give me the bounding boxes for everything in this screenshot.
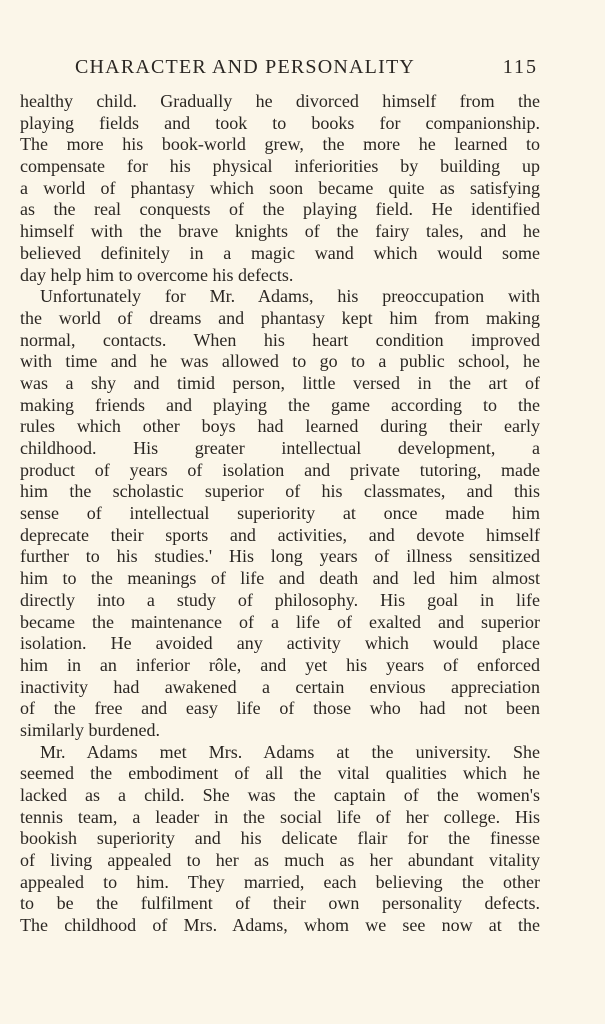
body-text bbox=[20, 91, 540, 937]
text-line: him the scholastic superior of his classmates, and this bbox=[20, 481, 540, 502]
text-line: believed definitely in a magic wand which would some bbox=[20, 242, 540, 263]
running-head-title: CHARACTER AND PERSONALITY bbox=[75, 56, 416, 78]
text-line: lacked as a child. She was the captain of the women's bbox=[20, 785, 540, 805]
text-line: rules which other boys had learned during their early bbox=[20, 416, 540, 437]
text-line: bookish superiority and his delicate flair for the finesse bbox=[20, 828, 540, 849]
text-line: him in an inferior rôle, and yet his years of enforced bbox=[20, 654, 540, 675]
text-line: isolation. He avoided any activity which would place bbox=[20, 633, 540, 654]
text-line: playing fields and took to books for companionship. bbox=[20, 112, 540, 133]
text-line: became the maintenance of a life of exalted and superior bbox=[20, 611, 540, 632]
text-line: deprecate their sports and activities, and devote himself bbox=[20, 524, 540, 545]
text-line: of the free and easy life of those who had not been bbox=[20, 698, 540, 719]
text-line: directly into a study of philosophy. His goal in life bbox=[20, 589, 540, 610]
text-line: himself with the brave knights of the fairy tales, and he bbox=[20, 221, 540, 242]
text-line: him to the meanings of life and death and led him almost bbox=[20, 568, 540, 589]
running-head bbox=[20, 56, 538, 86]
text-line: The childhood of Mrs. Adams, whom we see now at the bbox=[20, 915, 540, 936]
text-line: Unfortunately for Mr. Adams, his preoccupation with bbox=[40, 286, 540, 307]
text-line: Mr. Adams met Mrs. Adams at the university. She bbox=[40, 741, 540, 762]
text-line: the world of dreams and phantasy kept him from making bbox=[20, 307, 540, 328]
text-line: further to his studies.' His long years of illness sensitized bbox=[20, 546, 540, 567]
text-line: seemed the embodiment of all the vital qualities which he bbox=[20, 763, 540, 784]
text-line: making friends and playing the game according to the bbox=[20, 394, 540, 415]
text-line: normal, contacts. When his heart condition improved bbox=[20, 329, 540, 350]
text-line: of living appealed to her as much as her abundant vitality bbox=[20, 850, 540, 871]
text-line: childhood. His greater intellectual development, a bbox=[20, 438, 540, 458]
page-number: 115 bbox=[502, 56, 538, 78]
text-line: inactivity had awakened a certain envious appreciation bbox=[20, 676, 540, 697]
text-line: tennis team, a leader in the social life of her college. His bbox=[20, 806, 540, 827]
text-line: with time and he was allowed to go to a public school, he bbox=[20, 351, 540, 372]
text-line: as the real conquests of the playing field. He identified bbox=[20, 199, 540, 220]
text-line: The more his book-world grew, the more he learned to bbox=[20, 134, 540, 155]
text-line: similarly burdened. bbox=[20, 719, 160, 740]
text-line: product of years of isolation and private tutoring, made bbox=[20, 459, 540, 480]
text-line: sense of intellectual superiority at once made him bbox=[20, 503, 540, 524]
text-line: healthy child. Gradually he divorced himself from the bbox=[20, 91, 540, 111]
text-line: day help him to overcome his defects. bbox=[20, 264, 294, 285]
text-line: to be the fulfilment of their own personality defects. bbox=[20, 893, 540, 914]
text-line: compensate for his physical inferiorities by building up bbox=[20, 156, 540, 177]
text-line: appealed to him. They married, each believing the other bbox=[20, 871, 540, 892]
text-line: a world of phantasy which soon became quite as satisfying bbox=[20, 177, 540, 198]
text-line: was a shy and timid person, little versed in the art of bbox=[20, 372, 540, 393]
